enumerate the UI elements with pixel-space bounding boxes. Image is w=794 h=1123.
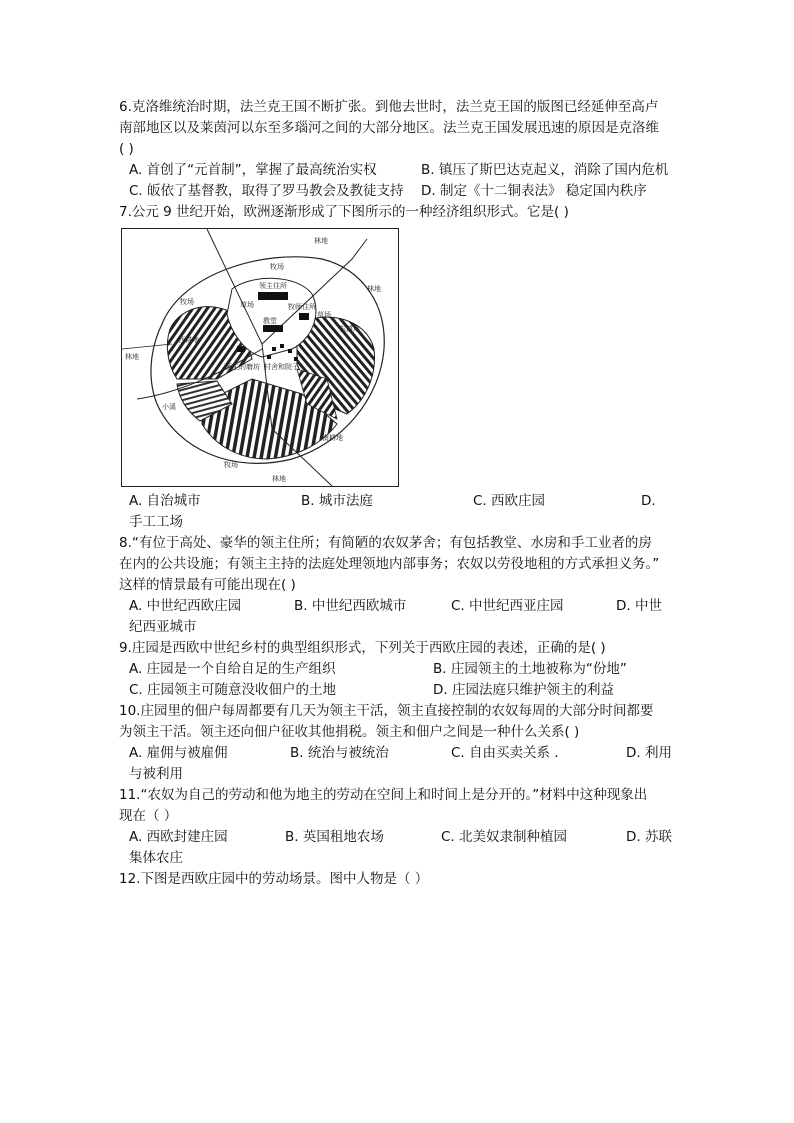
q10-option-b[interactable]: B. 统治与被统治 xyxy=(290,745,389,761)
q10-option-c[interactable]: C. 自由买卖关系 . xyxy=(451,745,559,761)
label-west-field: 西耕地 xyxy=(178,336,199,344)
q8-stem-line2: 在内的公共设施；有领主主持的法庭处理领地内部事务；农奴以劳役地租的方式承担义务。” xyxy=(119,556,660,572)
q10-stem-line1: 10.庄园里的佃户每周都要有几天为领主干活，领主直接控制的农奴每周的大部分时间都要 xyxy=(119,703,654,719)
manor-map xyxy=(121,228,399,487)
label-pasture-left: 牧场 xyxy=(180,298,194,306)
q6-option-c[interactable]: C. 皈依了基督教，取得了罗马教会及教徒支持 xyxy=(129,183,404,199)
label-priest-house: 牧师住所 xyxy=(288,303,316,311)
q11-stem-line1: 11.“农奴为自己的劳动和他为地主的劳动在空间上和时间上是分开的。”材料中这种现象出 xyxy=(119,787,648,803)
q8-stem-line1: 8.“有位于高处、豪华的领主住所；有简陋的农奴茅舍；有包括教堂、水房和手工业者的房 xyxy=(119,535,652,551)
lord-house-building xyxy=(258,292,288,300)
q6-stem-line1: 6.克洛维统治时期，法兰克王国不断扩张。到他去世时，法兰克王国的版图已经延伸至高卢 xyxy=(119,99,659,115)
label-village: 村舍和院子 xyxy=(264,363,299,371)
label-grass-2: 草场 xyxy=(317,311,331,319)
q10-option-a[interactable]: A. 雇佣与被雇佣 xyxy=(129,745,228,761)
q8-option-c[interactable]: C. 中世纪西亚庄园 xyxy=(451,598,564,614)
q9-option-c[interactable]: C. 庄园领主可随意没收佃户的土地 xyxy=(129,682,337,698)
q8-option-a[interactable]: A. 中世纪西欧庄园 xyxy=(129,598,242,614)
q7-option-b[interactable]: B. 城市法庭 xyxy=(301,493,373,509)
q8-stem-line3: 这样的情景最有可能出现在( ) xyxy=(119,577,296,593)
q11-option-a[interactable]: A. 西欧封建庄园 xyxy=(129,829,228,845)
q9-option-b[interactable]: B. 庄园领主的土地被称为“份地” xyxy=(433,661,627,677)
label-forest-left: 林地 xyxy=(125,353,139,361)
q7-stem: 7.公元 9 世纪开始，欧洲逐渐形成了下图所示的一种经济组织形式。它是( ) xyxy=(119,204,569,220)
q11-stem-line2: 现在（ ） xyxy=(119,808,178,824)
q6-stem-line2: 南部地区以及莱茵河以东至多瑙河之间的大部分地区。法兰克王国发展迅速的原因是克洛维 xyxy=(119,120,659,136)
q6-option-a[interactable]: A. 首创了“元首制”，掌握了最高统治实权 xyxy=(129,162,377,178)
q11-option-d-cont: 集体农庄 xyxy=(129,850,183,866)
q11-option-b[interactable]: B. 英国租地农场 xyxy=(285,829,384,845)
q6-stem-line3: ( ) xyxy=(119,141,134,157)
label-pasture-top: 牧场 xyxy=(270,263,284,271)
q8-option-d[interactable]: D. 中世 xyxy=(616,598,662,614)
q9-option-d[interactable]: D. 庄园法庭只维护领主的利益 xyxy=(433,682,614,698)
label-grass-1: 草场 xyxy=(240,301,254,309)
label-east-field: 东耕地 xyxy=(339,325,360,333)
q7-option-a[interactable]: A. 自治城市 xyxy=(129,493,201,509)
q10-option-d-cont: 与被利用 xyxy=(129,766,183,782)
label-forest-top: 林地 xyxy=(314,237,328,245)
q7-option-d[interactable]: D. xyxy=(641,493,656,509)
q8-option-b[interactable]: B. 中世纪西欧城市 xyxy=(294,598,407,614)
q6-option-b[interactable]: B. 镇压了斯巴达克起义，消除了国内危机 xyxy=(421,162,669,178)
label-pasture-bottom: 牧场 xyxy=(224,461,238,469)
q10-stem-line2: 为领主干活。领主还向佃户征收其他捐税。领主和佃户之间是一种什么关系( ) xyxy=(119,724,580,740)
label-forest-bottom: 林地 xyxy=(272,475,286,483)
label-south-field: 南耕地 xyxy=(322,434,343,442)
q8-option-d-cont: 纪西亚城市 xyxy=(129,619,197,635)
priest-house-building xyxy=(299,313,309,320)
mill-building xyxy=(237,346,245,352)
q6-option-d[interactable]: D. 制定《十二铜表法》 稳定国内秩序 xyxy=(421,183,647,199)
q12-stem: 12.下图是西欧庄园中的劳动场景。图中人物是（ ） xyxy=(119,871,429,887)
label-church: 教堂 xyxy=(263,317,277,325)
church-building xyxy=(263,325,283,332)
label-lord-mill: 领主的磨坊 xyxy=(225,363,260,371)
q11-option-c[interactable]: C. 北美奴隶制种植园 xyxy=(441,829,568,845)
q10-option-d[interactable]: D. 利用 xyxy=(626,745,672,761)
q11-option-d[interactable]: D. 苏联 xyxy=(626,829,672,845)
q7-option-d-cont: 手工工场 xyxy=(129,514,183,530)
label-stream: 小溪 xyxy=(162,403,176,411)
label-forest-right: 林地 xyxy=(367,285,381,293)
q9-stem: 9.庄园是西欧中世纪乡村的典型组织形式，下列关于西欧庄园的表述，正确的是( ) xyxy=(119,640,606,656)
q9-option-a[interactable]: A. 庄园是一个自给自足的生产组织 xyxy=(129,661,336,677)
q7-option-c[interactable]: C. 西欧庄园 xyxy=(473,493,546,509)
label-lord-house: 领主住所 xyxy=(259,282,287,290)
